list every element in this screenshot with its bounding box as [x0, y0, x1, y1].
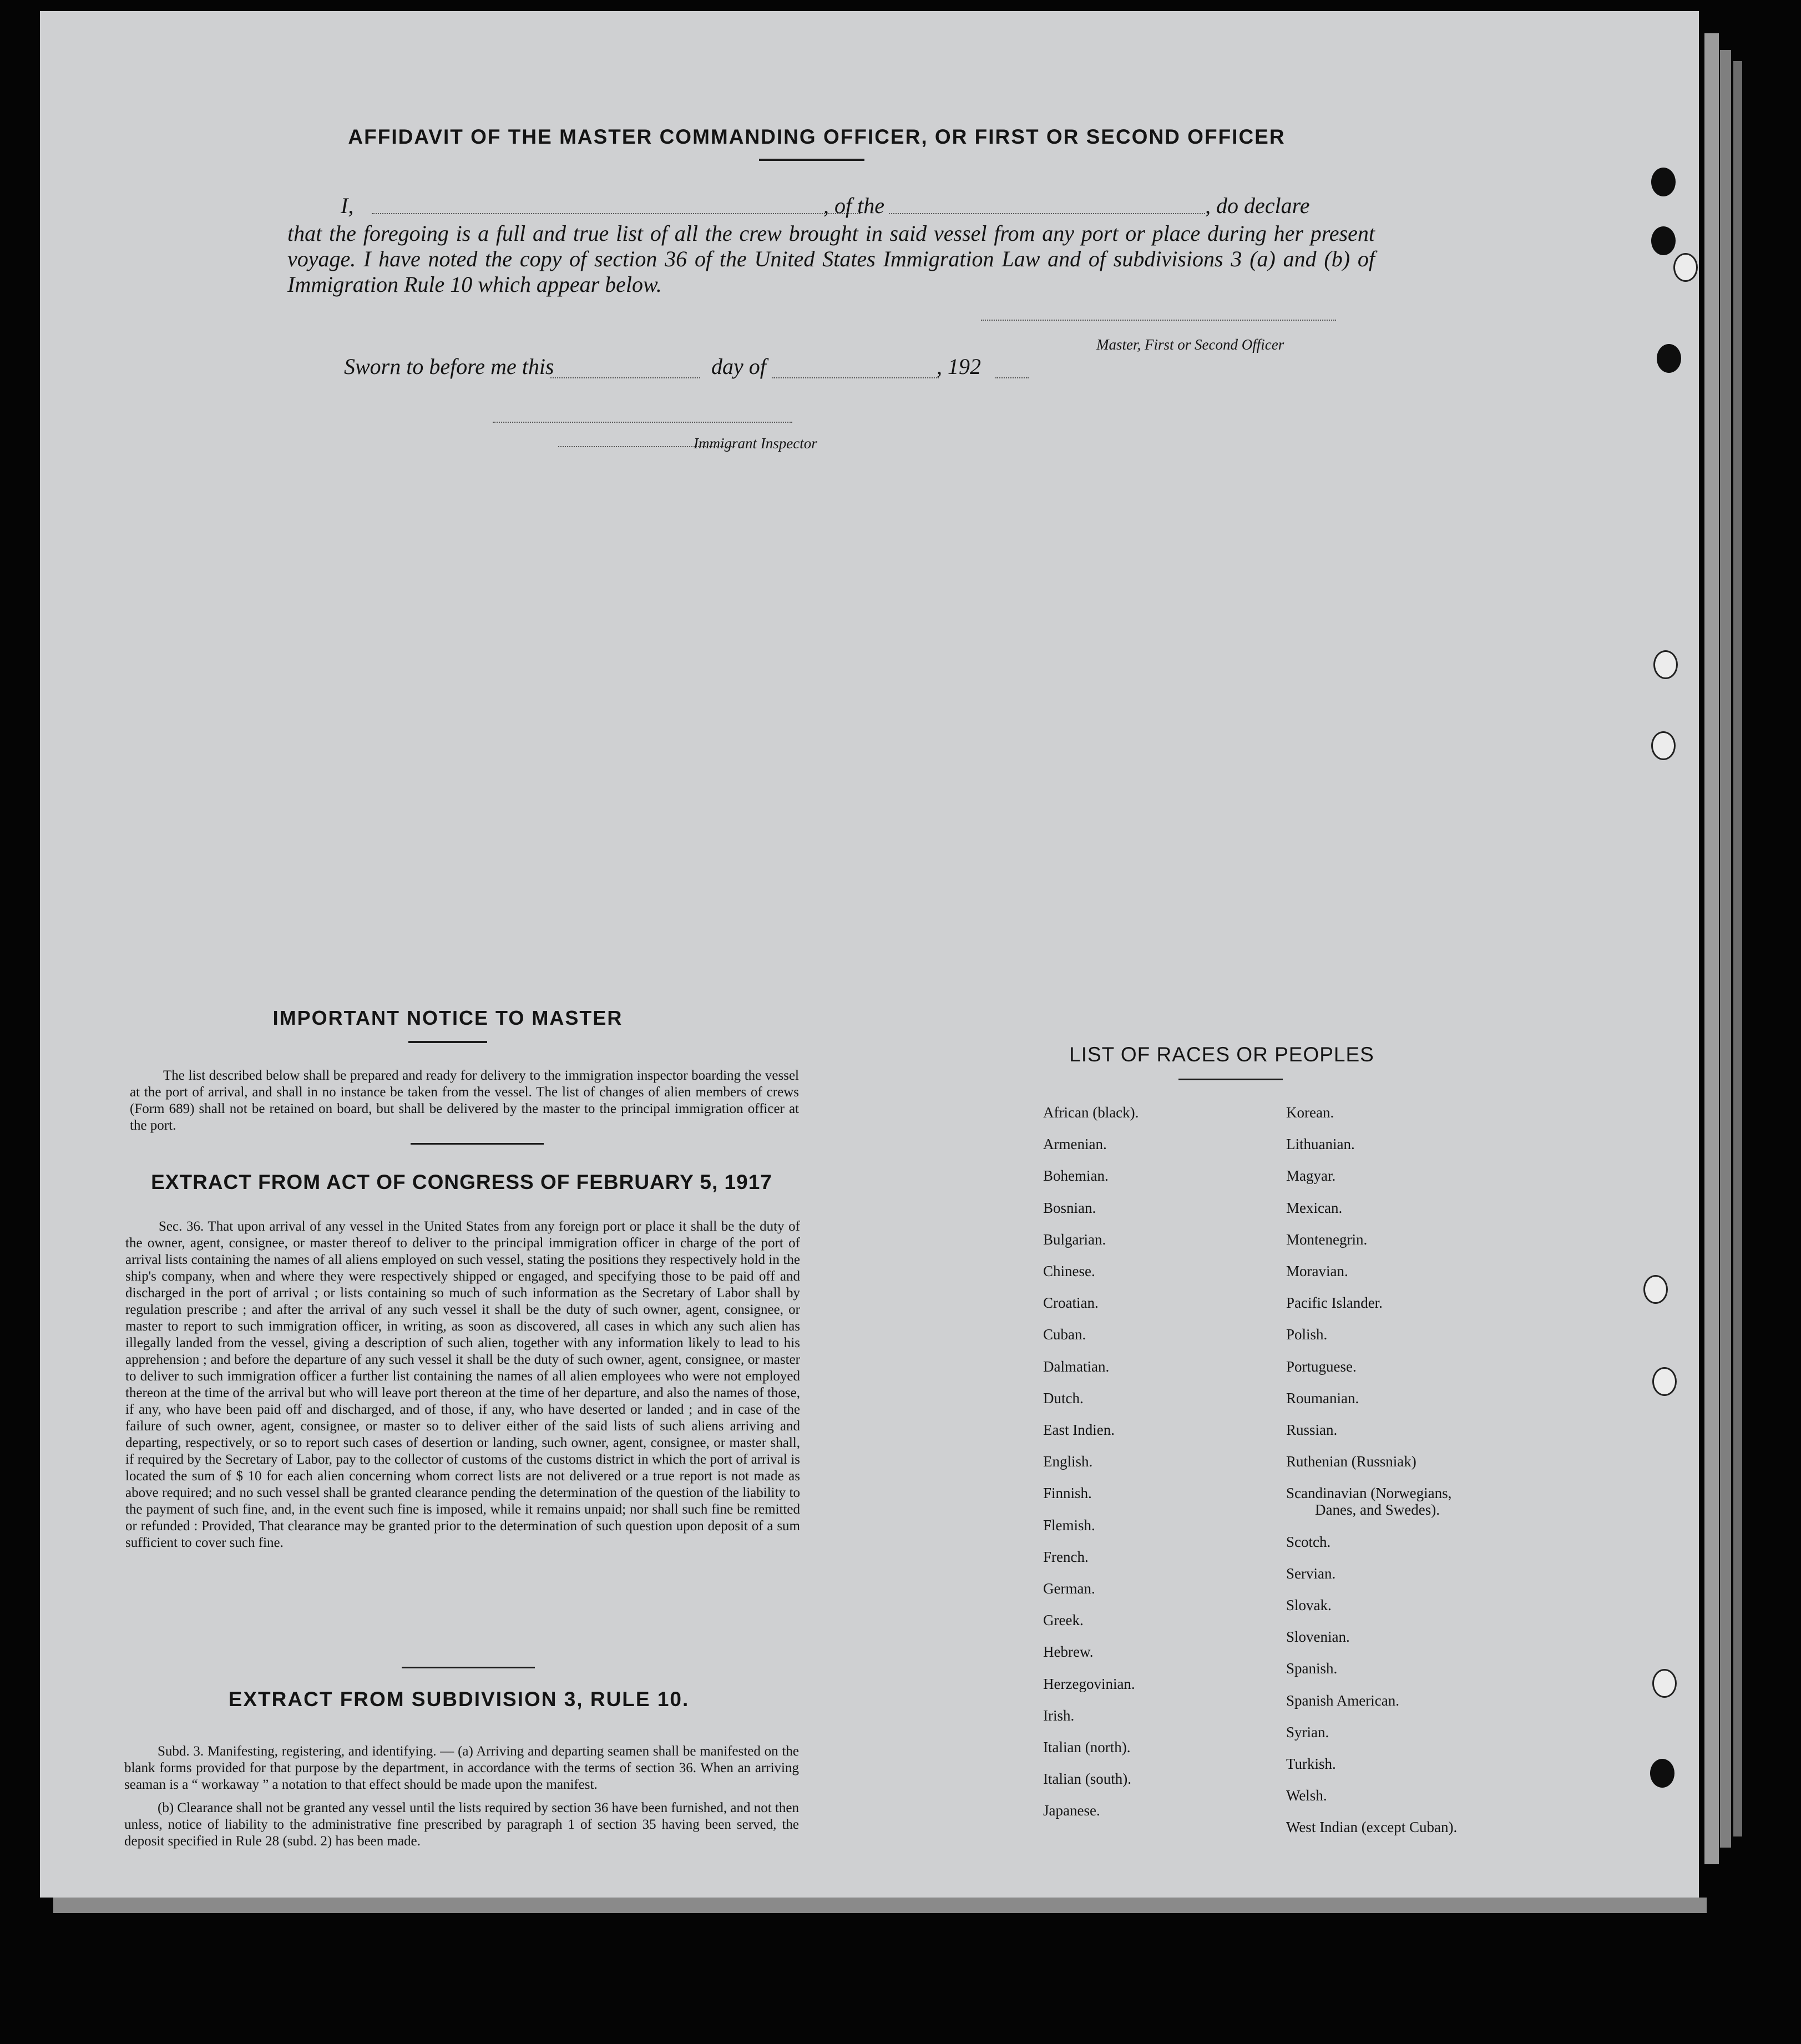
vessel-name-line[interactable]: [889, 213, 1205, 214]
race-list-item: Mexican.: [1286, 1199, 1343, 1216]
race-list-item: Portuguese.: [1286, 1358, 1357, 1375]
race-list-item: Italian (south).: [1043, 1770, 1131, 1788]
race-list-item: Pacific Islander.: [1286, 1294, 1383, 1312]
race-list-item: German.: [1043, 1580, 1095, 1597]
race-list-item: East Indien.: [1043, 1421, 1115, 1438]
stacked-page-edge: [1720, 50, 1731, 1848]
race-list-item: Turkish.: [1286, 1755, 1336, 1772]
race-list-item: Servian.: [1286, 1565, 1336, 1582]
race-list-item: Croatian.: [1043, 1294, 1099, 1312]
affidavit-of-the-label: , of the: [823, 193, 884, 218]
race-list-item: Herzegovinian.: [1043, 1675, 1135, 1692]
affidavit-declare-label: , do declare: [1205, 193, 1310, 218]
punch-hole-icon: [1673, 253, 1698, 282]
race-list-item: Dalmatian.: [1043, 1358, 1110, 1375]
race-list-item: Montenegrin.: [1286, 1231, 1368, 1248]
race-list-item: Ruthenian (Russniak): [1286, 1453, 1416, 1470]
race-list-item: Bohemian.: [1043, 1167, 1109, 1185]
signature-caption: Master, First or Second Officer: [1096, 336, 1284, 353]
race-list-item: Bosnian.: [1043, 1199, 1096, 1216]
inspector-caption: Immigrant Inspector: [694, 435, 817, 452]
punch-hole-icon: [1651, 731, 1676, 760]
punch-hole-icon: [1643, 1275, 1668, 1304]
race-list-item: Armenian.: [1043, 1136, 1107, 1153]
stacked-page-edge: [1733, 61, 1742, 1836]
act-extract-text: Sec. 36. That upon arrival of any vessel in the United States from any foreign port or place it shall be the duty of the owner, agent, consignee, or master thereof to deliver to the principal immigration officer in charge of the port of arrival lists containing the names of all aliens employed on such vessel, stating the positions they respectively hold in the ship's company, when and where they were respectively shipped or engaged, and specifying those to be paid off and discharged in the port of arrival ; or lists containing so much of such information as the Secretary of Labor shall by regulation prescribe ; and after the arrival of any such vessel it shall be the duty of such owner, agent, consignee, or master to report to such immigration officer, in writing, as soon as discovered, all cases in which any such alien has illegally landed from the vessel, giving a description of such alien, together with any information likely to lead to his apprehension ; and before the departure of any such vessel it shall be the duty of such owner, agent, consignee, or master to deliver to such immigration officer a further list containing the names of all alien employees who were not employed thereon at the time of the arrival but who will leave port thereon at the time of her departure, and also the names of those, if any, who have been paid off and discharged, and of those, if any, who have deserted or landed ; and in case of the failure of such owner, agent, consignee, or master so to deliver either of the said lists of such aliens arriving and departing, respectively, or so to report such cases of desertion or landing, such owner, agent, consignee, or master shall, if required by the Secretary of Labor, pay to the collector of customs of the customs district in which the port of arrival is located the sum of $ 10 for each alien concerning whom correct lists are not delivered or a true report is not made as above required; and no such vessel shall be granted clearance pending the determination of the question of the liability to the payment of such fine, and, in the event such fine is imposed, while it remains unpaid; nor shall such fine be remitted or refunded : Provided, That clearance may be granted prior to the determination of such question upon deposit of a sum sufficient to cover such fine.: [125, 1219, 800, 1550]
race-list-item: Bulgarian.: [1043, 1231, 1106, 1248]
affidavit-title: AFFIDAVIT OF THE MASTER COMMANDING OFFICER, OR FIRST OR SECOND OFFICER: [348, 125, 1286, 148]
race-list-item: Hebrew.: [1043, 1643, 1094, 1661]
punch-hole-icon: [1657, 344, 1681, 373]
race-list-item: Greek.: [1043, 1612, 1084, 1629]
race-list-item: Roumanian.: [1286, 1389, 1359, 1406]
notice-underline: [408, 1041, 487, 1043]
race-list-item: West Indian (except Cuban).: [1286, 1819, 1458, 1836]
punch-hole-icon: [1650, 1759, 1674, 1788]
punch-hole-icon: [1651, 168, 1676, 196]
race-list-item: Korean.: [1286, 1104, 1334, 1121]
punch-hole-icon: [1653, 650, 1678, 679]
rule-extract-text-a: Subd. 3. Manifesting, registering, and identifying. — (a) Arriving and departing seamen shall be manifested on the blank forms provided for that purpose by the department, in accordance with the terms of section 36. When an arriving seaman is a “ workaway ” a notation to that effect should be made upon the manifest.: [124, 1744, 799, 1792]
race-list-item: Irish.: [1043, 1707, 1075, 1724]
race-list-item: Italian (north).: [1043, 1739, 1131, 1755]
race-list-item: Slovenian.: [1286, 1628, 1350, 1646]
title-underline: [759, 159, 864, 161]
notice-title: IMPORTANT NOTICE TO MASTER: [272, 1006, 623, 1029]
race-list-item: African (black).: [1043, 1104, 1139, 1121]
form-sheet: [40, 11, 1699, 1898]
race-list-item: Spanish.: [1286, 1660, 1338, 1677]
race-list-item: Cuban.: [1043, 1326, 1086, 1343]
act-extract-title: EXTRACT FROM ACT OF CONGRESS OF FEBRUARY 5, 1917: [151, 1171, 772, 1193]
punch-hole-icon: [1651, 226, 1676, 255]
section-divider: [402, 1667, 535, 1668]
affidavit-body: that the foregoing is a full and true list of all the crew brought in said vessel from any port or place during her present voyage. I have noted the copy of section 36 of the United States Immigration Law and of subdivisions 3 (a) and (b) of Immigration Rule 10 which appear below.: [287, 221, 1375, 297]
race-list-item: Japanese.: [1043, 1802, 1100, 1819]
sworn-month-line[interactable]: [772, 377, 939, 378]
race-list-item: Dutch.: [1043, 1389, 1084, 1406]
race-list-item: Scotch.: [1286, 1533, 1331, 1550]
section-divider: [411, 1143, 544, 1145]
race-list-item: Flemish.: [1043, 1516, 1095, 1534]
year-prefix-label: , 192: [937, 354, 981, 379]
race-list-item: Finnish.: [1043, 1485, 1092, 1502]
races-underline: [1178, 1079, 1283, 1080]
race-list-item: Magyar.: [1286, 1167, 1336, 1185]
punch-hole-icon: [1652, 1669, 1677, 1698]
master-name-line[interactable]: [372, 213, 860, 214]
race-list-item: Chinese.: [1043, 1263, 1095, 1279]
race-list-item: Polish.: [1286, 1326, 1328, 1343]
punch-hole-icon: [1652, 1367, 1677, 1396]
races-title: LIST OF RACES OR PEOPLES: [1069, 1043, 1374, 1066]
race-list-item: French.: [1043, 1548, 1089, 1565]
stacked-page-edge: [53, 1898, 1707, 1913]
sworn-day-line[interactable]: [550, 377, 700, 378]
sworn-label: Sworn to before me this: [344, 354, 554, 379]
race-list-item: Scandinavian (Norwegians,: [1286, 1485, 1452, 1502]
sworn-year-line[interactable]: [995, 377, 1029, 378]
stacked-page-edge: [1704, 33, 1719, 1864]
race-list-item: Moravian.: [1286, 1263, 1348, 1279]
rule-extract-title: EXTRACT FROM SUBDIVISION 3, RULE 10.: [228, 1688, 690, 1711]
race-list-item: Lithuanian.: [1286, 1136, 1355, 1153]
notice-text: The list described below shall be prepared and ready for delivery to the immigration inspector boarding the vessel at the port of arrival, and shall in no instance be taken from the vessel. The list of changes of alien members of crews (Form 689) shall not be retained on board, but shall be delivered by the master to the principal immigration officer at the port.: [130, 1068, 799, 1133]
affidavit-i-label: I,: [341, 193, 354, 218]
inspector-signature-line[interactable]: [493, 422, 792, 423]
rule-extract-text-b: (b) Clearance shall not be granted any vessel until the lists required by section 36 have been furnished, and not then unless, notice of liability to the administrative fine prescribed by paragraph 1 of section 35 having been served, the deposit specified in Rule 28 (subd. 2) has been made.: [124, 1800, 799, 1849]
race-list-item: Syrian.: [1286, 1723, 1329, 1741]
race-list-item: English.: [1043, 1453, 1093, 1470]
race-list-item: Russian.: [1286, 1421, 1338, 1438]
race-list-item: Danes, and Swedes).: [1315, 1501, 1440, 1519]
day-of-label: day of: [711, 354, 766, 379]
signature-line[interactable]: [981, 320, 1336, 321]
race-list-item: Welsh.: [1286, 1787, 1327, 1804]
race-list-item: Slovak.: [1286, 1597, 1332, 1613]
race-list-item: Spanish American.: [1286, 1692, 1399, 1709]
